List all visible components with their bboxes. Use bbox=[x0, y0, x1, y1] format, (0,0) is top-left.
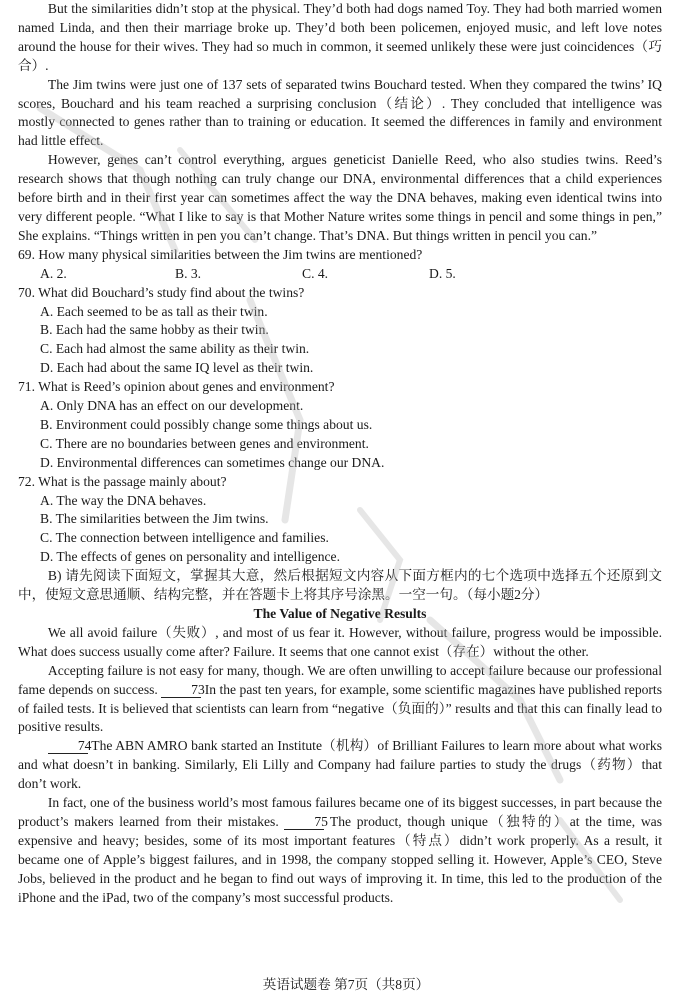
question-71-option-a: A. Only DNA has an effect on our development. bbox=[40, 398, 304, 414]
blank-75: 75 bbox=[284, 815, 324, 830]
passage-a-paragraph-1: But the similarities didn’t stop at the physical. They’d both had dogs named Toy. They had both married women named Linda, and then their marriage broke up. They’d both been policemen, enjoyed music, and left love notes around the house for their wives. They had so much in common, it seemed unlikely these were just coincidences（巧合）. bbox=[18, 1, 662, 73]
passage-b-paragraph-2-before: Accepting failure is not easy for many, though. We are often unwilling to accept failure because our professional fame depends on success. bbox=[18, 662, 662, 697]
passage-b-paragraph-3 bbox=[18, 737, 662, 794]
question-71-option-b: B. Environment could possibly change some things about us. bbox=[40, 416, 373, 432]
question-69-options bbox=[18, 265, 662, 284]
section-b-instructions: B) 请先阅读下面短文，掌握其大意，然后根据短文内容从下面方框内的七个选项中选择五个还原到文中，使短文意思通顺、结构完整，并在答题卡上将其序号涂黑。一空一句。（每小题2分） bbox=[18, 568, 662, 603]
question-72-stem: 72. What is the passage mainly about? bbox=[18, 473, 227, 489]
question-70-option-c: C. Each had almost the same ability as their twin. bbox=[40, 341, 310, 357]
passage-b-title: The Value of Negative Results bbox=[253, 606, 427, 621]
passage-b-paragraph-4-after: The product, though unique（独特的）at the time, was expensive and heavy; besides, some of its most important features（特点）didn’t work properly. As a result, it became one of Apple’s biggest failures, and in 1998, the company stopped selling it. However, Apple’s CEO, Steve Jobs, believed in the product and he began to find out ways of improving it. In time, this led to the production of the iPhone and the iPad, two of the company’s most successful products. bbox=[18, 813, 662, 905]
question-70-option-a: A. Each seemed to be as tall as their twin. bbox=[40, 303, 268, 319]
question-72-option-a: A. The way the DNA behaves. bbox=[40, 492, 207, 508]
blank-74: 74 bbox=[48, 739, 88, 754]
question-69-option-a: A. 2. bbox=[40, 265, 67, 281]
question-71-option-c: C. There are no boundaries between genes and environment. bbox=[40, 435, 369, 451]
page-content bbox=[18, 0, 662, 908]
passage-a-paragraph-3: However, genes can’t control everything, argues geneticist Danielle Reed, who also studies twins. Reed’s research shows that though nothing can truly change our DNA, environmental differences that a child experiences before birth and in their first year can sometimes affect the way the DNA behaves, making even identical twins into very different people. “What I like to say is that Mother Nature writes some things in pencil and some things in pen,” She explains. “Things written in pen you can’t change. That’s DNA. But things written in pencil you can.” bbox=[18, 152, 662, 243]
question-69-option-d: D. 5. bbox=[429, 265, 456, 281]
page-footer: 英语试题卷 第7页（共8页） bbox=[262, 977, 430, 992]
passage-b-paragraph-4-before: In fact, one of the business world’s most famous failures became one of its biggest successes, in part because the product’s makers learned from their mistakes. bbox=[18, 795, 662, 829]
passage-b-paragraph-3-after: The ABN AMRO bank started an Institute（机构）of Brilliant Failures to learn more about what works and what doesn’t in banking. Similarly, Eli Lilly and Company had failure parties to study the drugs（药物）that don’t work. bbox=[18, 738, 662, 792]
passage-b-paragraph-2-after: In the past ten years, for example, some scientific magazines have published reports of failed tests. It is believed that scientists can learn from “negative（负面的）” results and that this can finally lead to positive results. bbox=[18, 681, 663, 735]
question-69-option-b: B. 3. bbox=[175, 265, 202, 281]
question-71-option-d: D. Environmental differences can sometimes change our DNA. bbox=[40, 454, 385, 470]
question-70-stem: 70. What did Bouchard’s study find about the twins? bbox=[18, 284, 305, 300]
question-69-stem: 69. How many physical similarities between the Jim twins are mentioned? bbox=[18, 246, 423, 262]
passage-b-paragraph-4 bbox=[18, 794, 662, 907]
question-71-stem: 71. What is Reed’s opinion about genes and environment? bbox=[18, 379, 335, 395]
passage-b-paragraph-1: We all avoid failure（失败）, and most of us fear it. However, without failure, progress would be impossible. What does success usually come after? Failure. It seems that one cannot exist（存在）without the other. bbox=[18, 624, 662, 659]
question-72-option-c: C. The connection between intelligence and families. bbox=[40, 530, 329, 546]
question-70-option-b: B. Each had the same hobby as their twin. bbox=[40, 322, 269, 338]
question-70-option-d: D. Each had about the same IQ level as their twin. bbox=[40, 360, 314, 376]
passage-b-paragraph-2 bbox=[18, 662, 662, 738]
question-72-option-d: D. The effects of genes on personality and intelligence. bbox=[40, 549, 340, 565]
question-72-option-b: B. The similarities between the Jim twins. bbox=[40, 511, 269, 527]
blank-73: 73 bbox=[161, 683, 201, 698]
question-69-option-c: C. 4. bbox=[302, 265, 329, 281]
passage-a-paragraph-2: The Jim twins were just one of 137 sets of separated twins Bouchard tested. When they compared the twins’ IQ scores, Bouchard and his team reached a surprising conclusion（结论）. They concluded that intelligence was mostly connected to genes rather than to training or education. It seemed the differences in family and environment had little effect. bbox=[18, 76, 662, 149]
